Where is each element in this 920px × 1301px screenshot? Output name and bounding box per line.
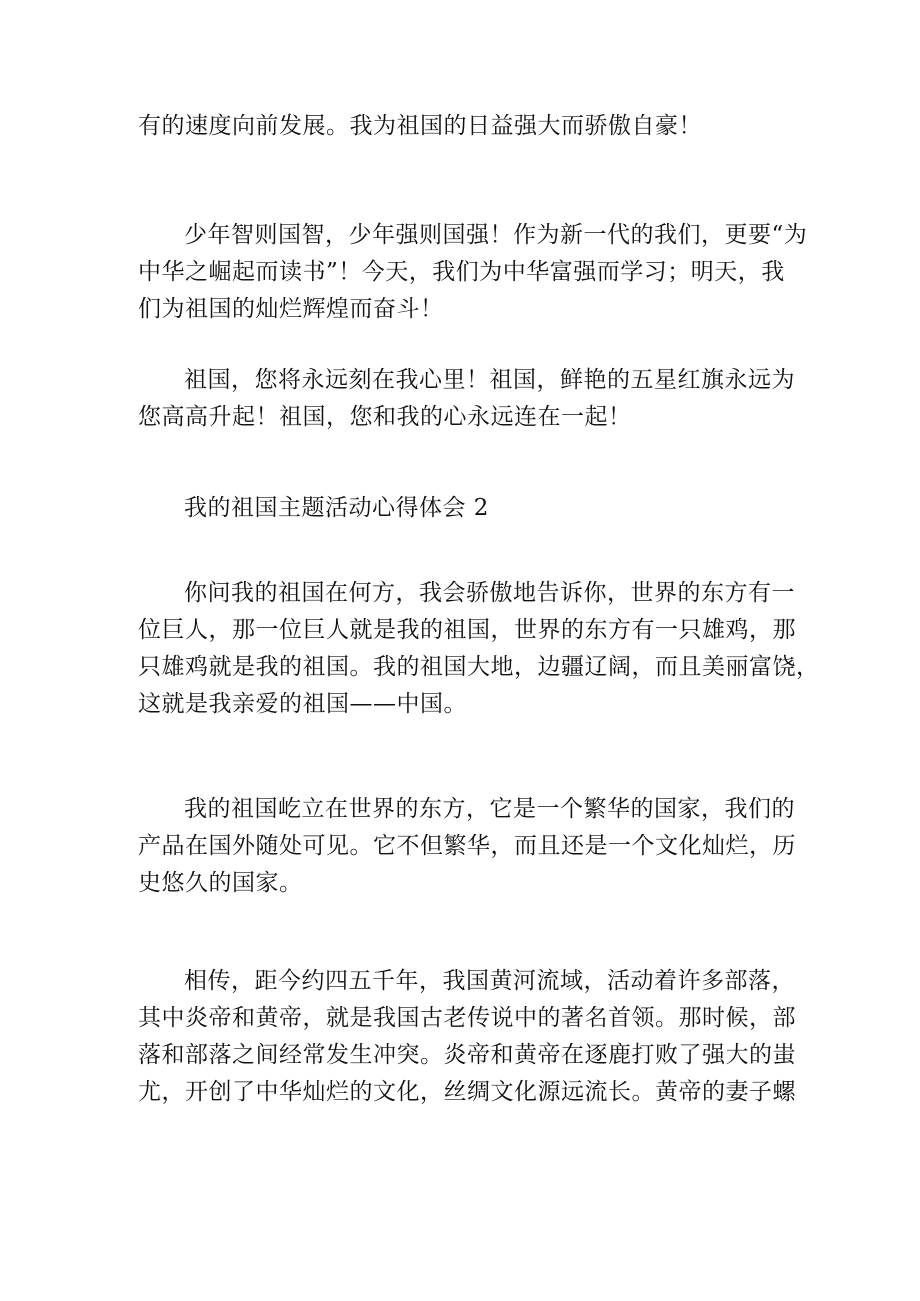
paragraph-line: 少年智则国智，少年强则国强！作为新一代的我们，更要“为 <box>184 222 808 248</box>
paragraph-2 <box>138 217 808 328</box>
paragraph-line: 位巨人，那一位巨人就是我的祖国，世界的东方有一只雄鸡，那 <box>138 617 796 643</box>
paragraph-line: 们为祖国的灿烂辉煌而奋斗！ <box>138 296 444 322</box>
paragraph-3 <box>138 362 795 436</box>
paragraph-line: 落和部落之间经常发生冲突。炎帝和黄帝在逐鹿打败了强大的蚩 <box>138 1042 796 1068</box>
section-heading-text: 我的祖国主题活动心得体会 2 <box>184 495 489 521</box>
paragraph-line: 尤，开创了中华灿烂的文化，丝绸文化源远流长。黄帝的妻子螺 <box>138 1079 796 1105</box>
paragraph-line: 这就是我亲爱的祖国——中国。 <box>138 691 467 717</box>
paragraph-line: 祖国，您将永远刻在我心里！祖国，鲜艳的五星红旗永远为 <box>184 367 795 393</box>
paragraph-line: 中华之崛起而读书”！今天，我们为中华富强而学习；明天，我 <box>138 259 785 285</box>
paragraph-6 <box>138 963 796 1111</box>
paragraph-1 <box>138 108 788 145</box>
paragraph-line: 史悠久的国家。 <box>138 870 303 896</box>
paragraph-4 <box>138 575 820 723</box>
paragraph-line: 你问我的祖国在何方，我会骄傲地告诉你，世界的东方有一 <box>184 580 795 606</box>
paragraph-line: 您高高升起！祖国，您和我的心永远连在一起！ <box>138 404 632 430</box>
paragraph-line: 我的祖国屹立在世界的东方，它是一个繁华的国家，我们的 <box>184 796 795 822</box>
paragraph-line: 有的速度向前发展。我为祖国的日益强大而骄傲自豪！ <box>138 113 702 139</box>
paragraph-line: 相传，距今约四五千年，我国黄河流域，活动着许多部落， <box>184 968 795 994</box>
section-heading <box>138 490 788 527</box>
paragraph-line: 只雄鸡就是我的祖国。我的祖国大地，边疆辽阔，而且美丽富饶， <box>138 654 820 680</box>
paragraph-line: 其中炎帝和黄帝，就是我国古老传说中的著名首领。那时候，部 <box>138 1005 796 1031</box>
paragraph-line: 产品在国外随处可见。它不但繁华，而且还是一个文化灿烂，历 <box>138 833 796 859</box>
paragraph-5 <box>138 791 796 902</box>
